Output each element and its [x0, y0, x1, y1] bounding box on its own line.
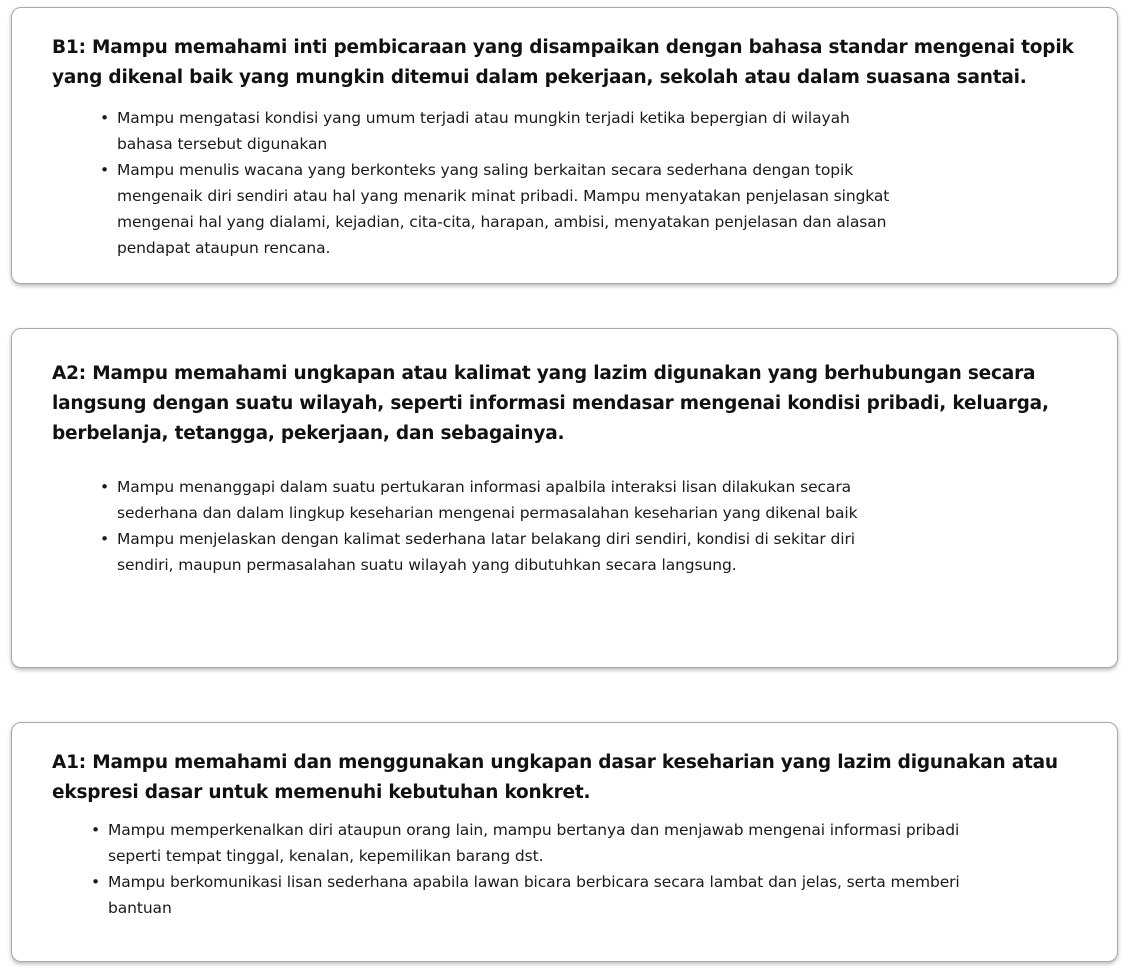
competency-list-a1	[91, 817, 991, 921]
list-item: • Mampu mengatasi kondisi yang umum terjadi atau mungkin terjadi ketika bepergian di wilayah bahasa tersebut digunakan	[100, 105, 890, 157]
level-card-a2	[11, 328, 1118, 668]
list-item: • Mampu berkomunikasi lisan sederhana apabila lawan bicara berbicara secara lambat dan jelas, serta memberi bantuan	[91, 869, 991, 921]
list-item: • Mampu menanggapi dalam suatu pertukaran informasi apalbila interaksi lisan dilakukan secara sederhana dan dalam lingkup keseharian mengenai permasalahan keseharian yang dikenal baik	[100, 474, 890, 526]
competency-list-a2	[100, 474, 890, 578]
level-card-a1	[11, 722, 1118, 962]
level-title-a2: A2: Mampu memahami ungkapan atau kalimat yang lazim digunakan yang berhubungan secara langsung dengan suatu wilayah, seperti informasi mendasar mengenai kondisi pribadi, keluarga, berbelanja, tetangga, pekerjaan, dan sebagainya.	[52, 363, 1049, 444]
list-item: • Mampu menulis wacana yang berkonteks yang saling berkaitan secara sederhana dengan topik mengenaik diri sendiri atau hal yang menarik minat pribadi. Mampu menyatakan penjelasan singkat mengenai hal yang dialami, kejadian, cita-cita, harapan, ambisi, menyatakan penjelasan dan alasan pendapat ataupun rencana.	[100, 157, 890, 261]
list-item: • Mampu menjelaskan dengan kalimat sederhana latar belakang diri sendiri, kondisi di sekitar diri sendiri, maupun permasalahan suatu wilayah yang dibutuhkan secara langsung.	[100, 526, 890, 578]
list-item: • Mampu memperkenalkan diri ataupun orang lain, mampu bertanya dan menjawab mengenai informasi pribadi seperti tempat tinggal, kenalan, kepemilikan barang dst.	[91, 817, 991, 869]
level-title-a1: A1: Mampu memahami dan menggunakan ungkapan dasar keseharian yang lazim digunakan atau ekspresi dasar untuk memenuhi kebutuhan konkret.	[52, 752, 1058, 803]
level-card-b1	[11, 7, 1118, 284]
level-title-b1: B1: Mampu memahami inti pembicaraan yang disampaikan dengan bahasa standar mengenai topik yang dikenal baik yang mungkin ditemui dalam pekerjaan, sekolah atau dalam suasana santai.	[52, 37, 1074, 88]
competency-list-b1	[100, 105, 890, 261]
